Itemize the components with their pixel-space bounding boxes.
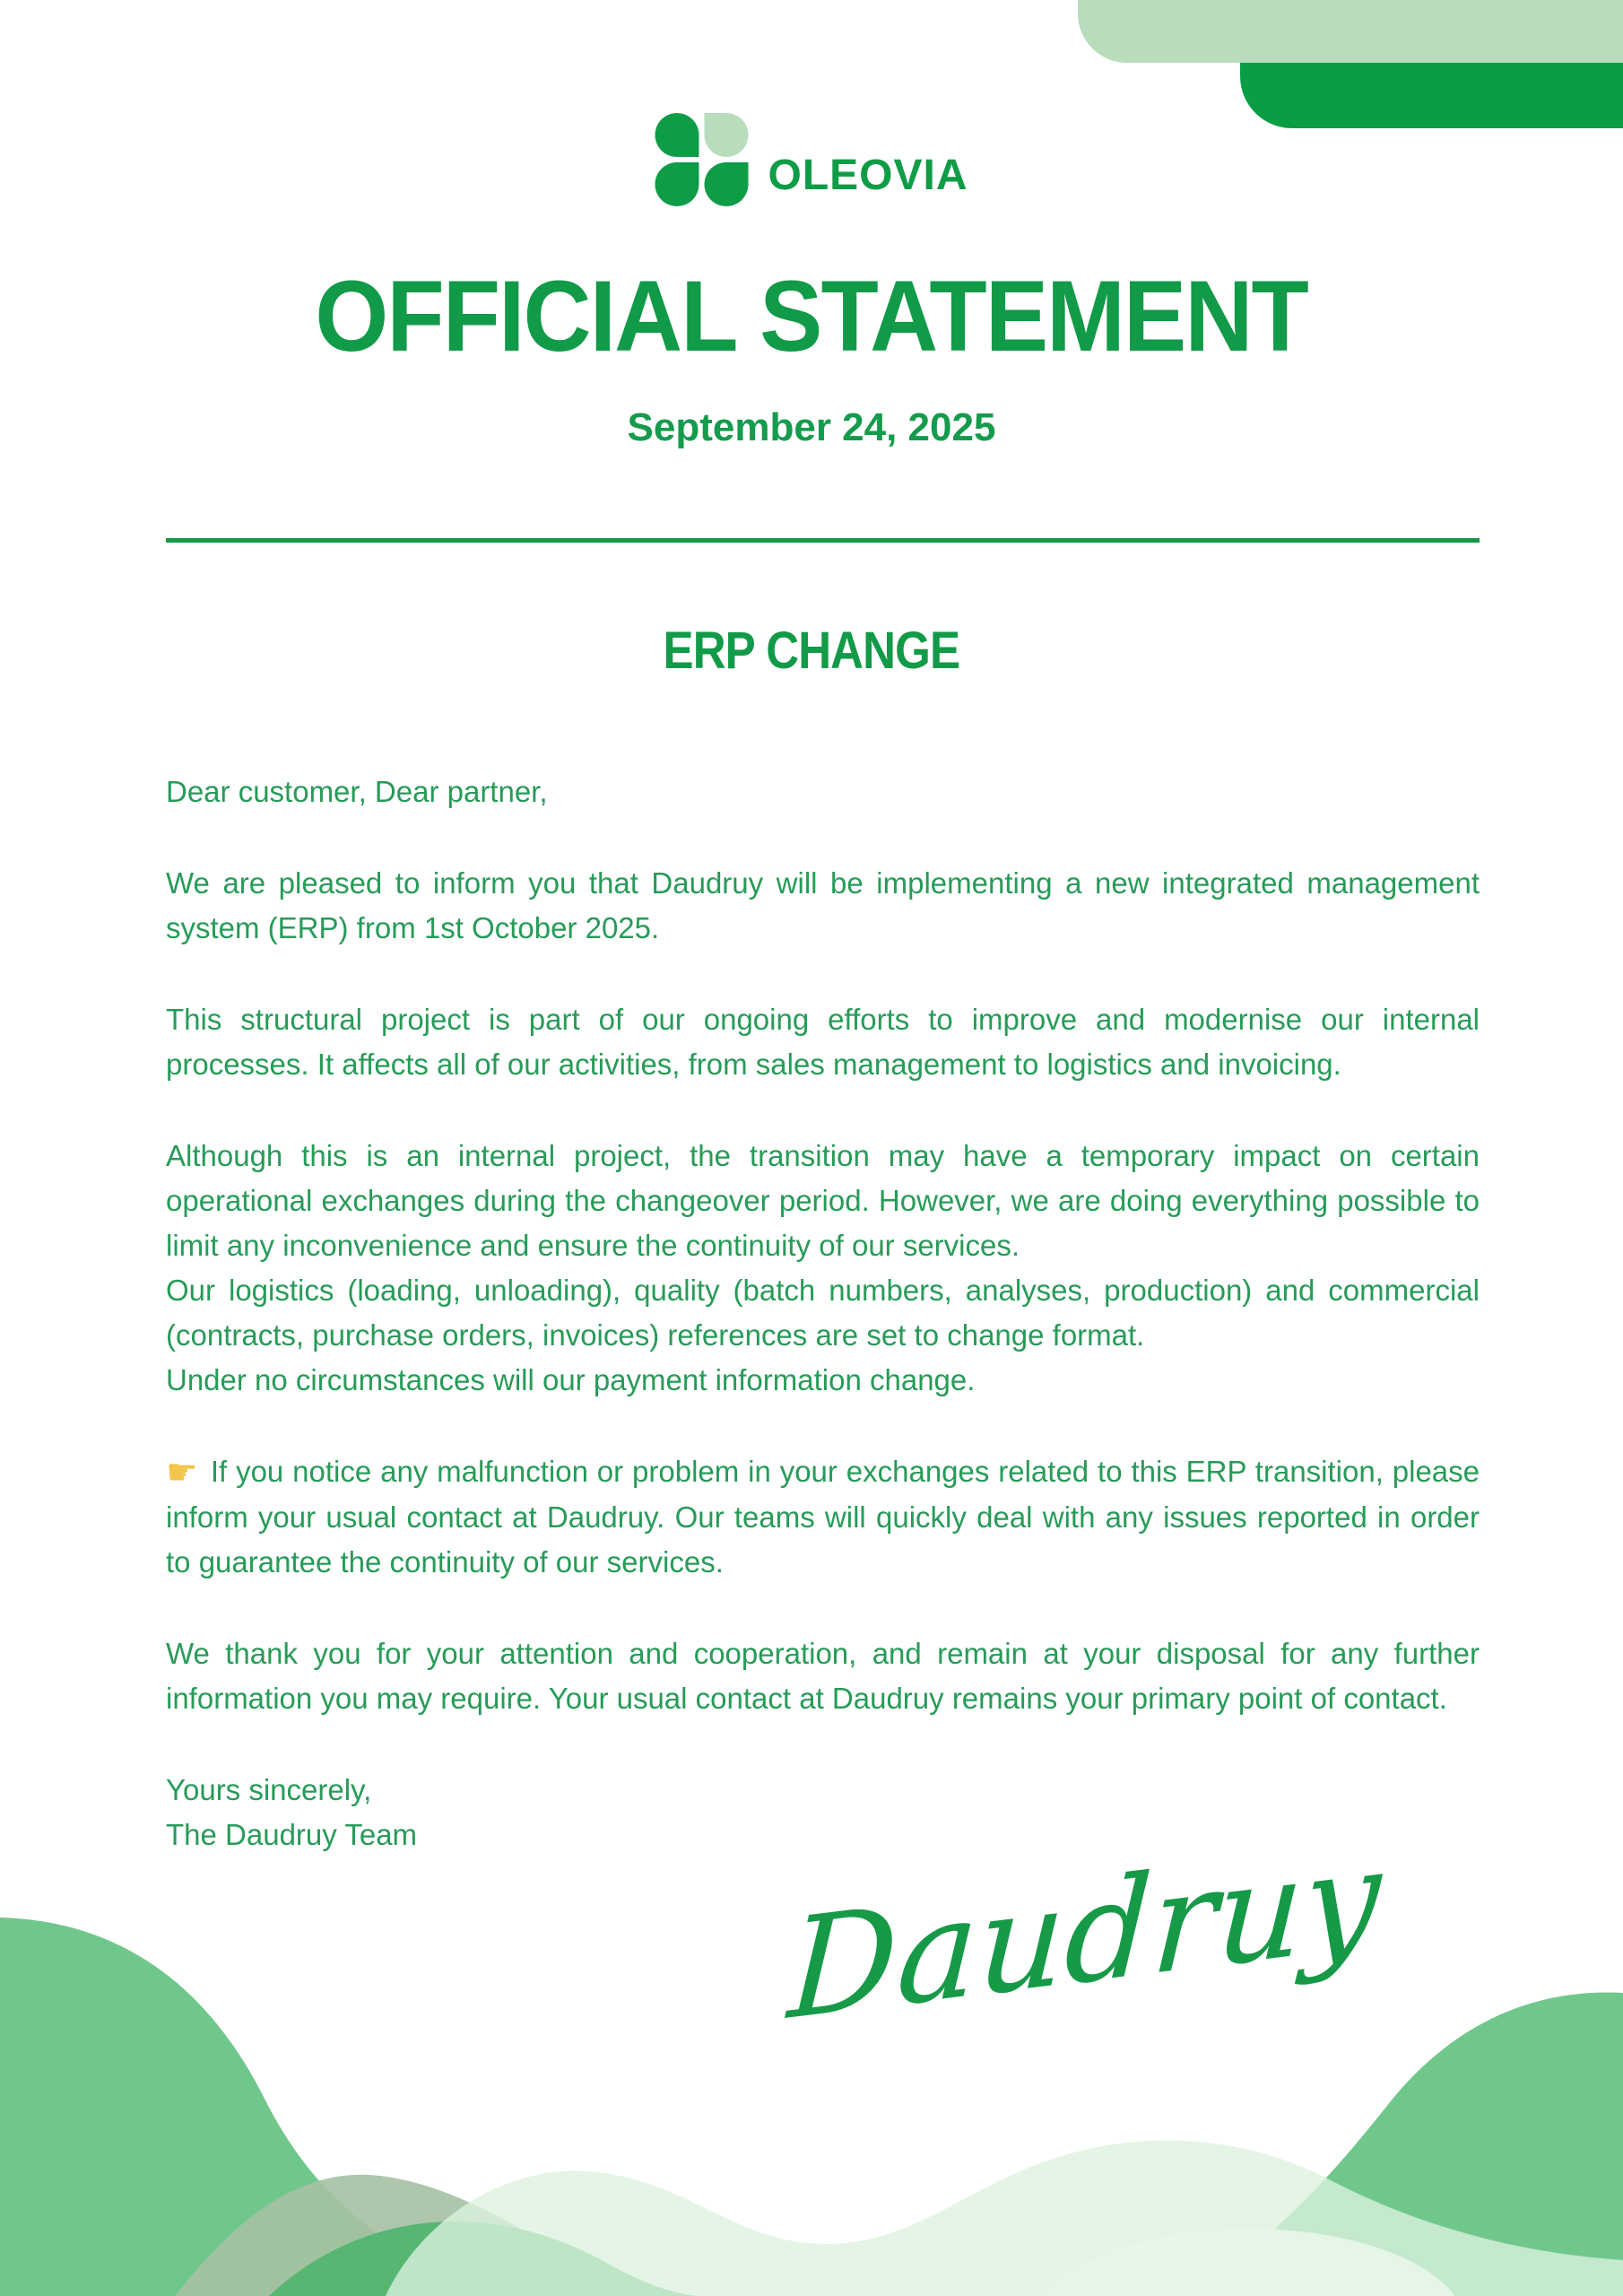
paragraph-thanks: We thank you for your attention and cooperation, and remain at your disposal for any further information you may require. Your usual contact at Daudruy remains your primary point of contact. [166, 1637, 1480, 1715]
logo-leaves-icon [655, 113, 748, 206]
team-line: The Daudruy Team [166, 1818, 418, 1851]
paragraph-impact-line: Our logistics (loading, unloading), quality (batch numbers, analyses, production) and commercial (contracts, purchase orders, invoices) references are set to change format. [166, 1274, 1480, 1352]
paragraph-malfunction-text: If you notice any malfunction or problem in your exchanges related to this ERP transition, please inform your usual contact at Daudruy. Our teams will quickly deal with any issues reported in order to guarantee the continuity of our services. [166, 1455, 1480, 1578]
page-title: OFFICIAL STATEMENT [315, 260, 1308, 372]
brand-logo [655, 113, 968, 206]
corner-decor-dark [1240, 63, 1623, 128]
logo-leaf-icon [704, 113, 748, 157]
divider-line [166, 538, 1480, 543]
letter-body [166, 770, 1480, 1857]
brand-name: OLEOVIA [768, 151, 968, 199]
paragraph-announcement: We are pleased to inform you that Daudruy will be implementing a new integrated management system (ERP) from 1st October 2025. [166, 866, 1480, 944]
paragraph-impact-line: Although this is an internal project, the transition may have a temporary impact on certain operational exchanges during the changeover period. However, we are doing everything possible to limit any inconvenience and ensure the continuity of our services. [166, 1139, 1480, 1262]
paragraph-impact [166, 1134, 1480, 1403]
salutation: Dear customer, Dear partner, [166, 775, 548, 808]
logo-leaf-icon [655, 162, 699, 206]
statement-date: September 24, 2025 [627, 405, 996, 449]
paragraph-malfunction [166, 1449, 1480, 1585]
corner-decor-light [1078, 0, 1623, 63]
paragraph-project: This structural project is part of our ongoing efforts to improve and modernise our internal processes. It affects all of our activities, from sales management to logistics and invoicing. [166, 1003, 1480, 1081]
closing-line: Yours sincerely, [166, 1773, 372, 1806]
logo-leaf-icon [655, 113, 699, 157]
logo-leaf-icon [704, 162, 748, 206]
paragraph-impact-line: Under no circumstances will our payment information change. [166, 1363, 976, 1396]
statement-subject: ERP CHANGE [663, 622, 960, 680]
bottom-wave-decor [0, 1910, 1623, 2296]
signature: Daudruy [785, 1816, 1384, 2051]
pointing-hand-icon: ☛ [166, 1452, 198, 1493]
